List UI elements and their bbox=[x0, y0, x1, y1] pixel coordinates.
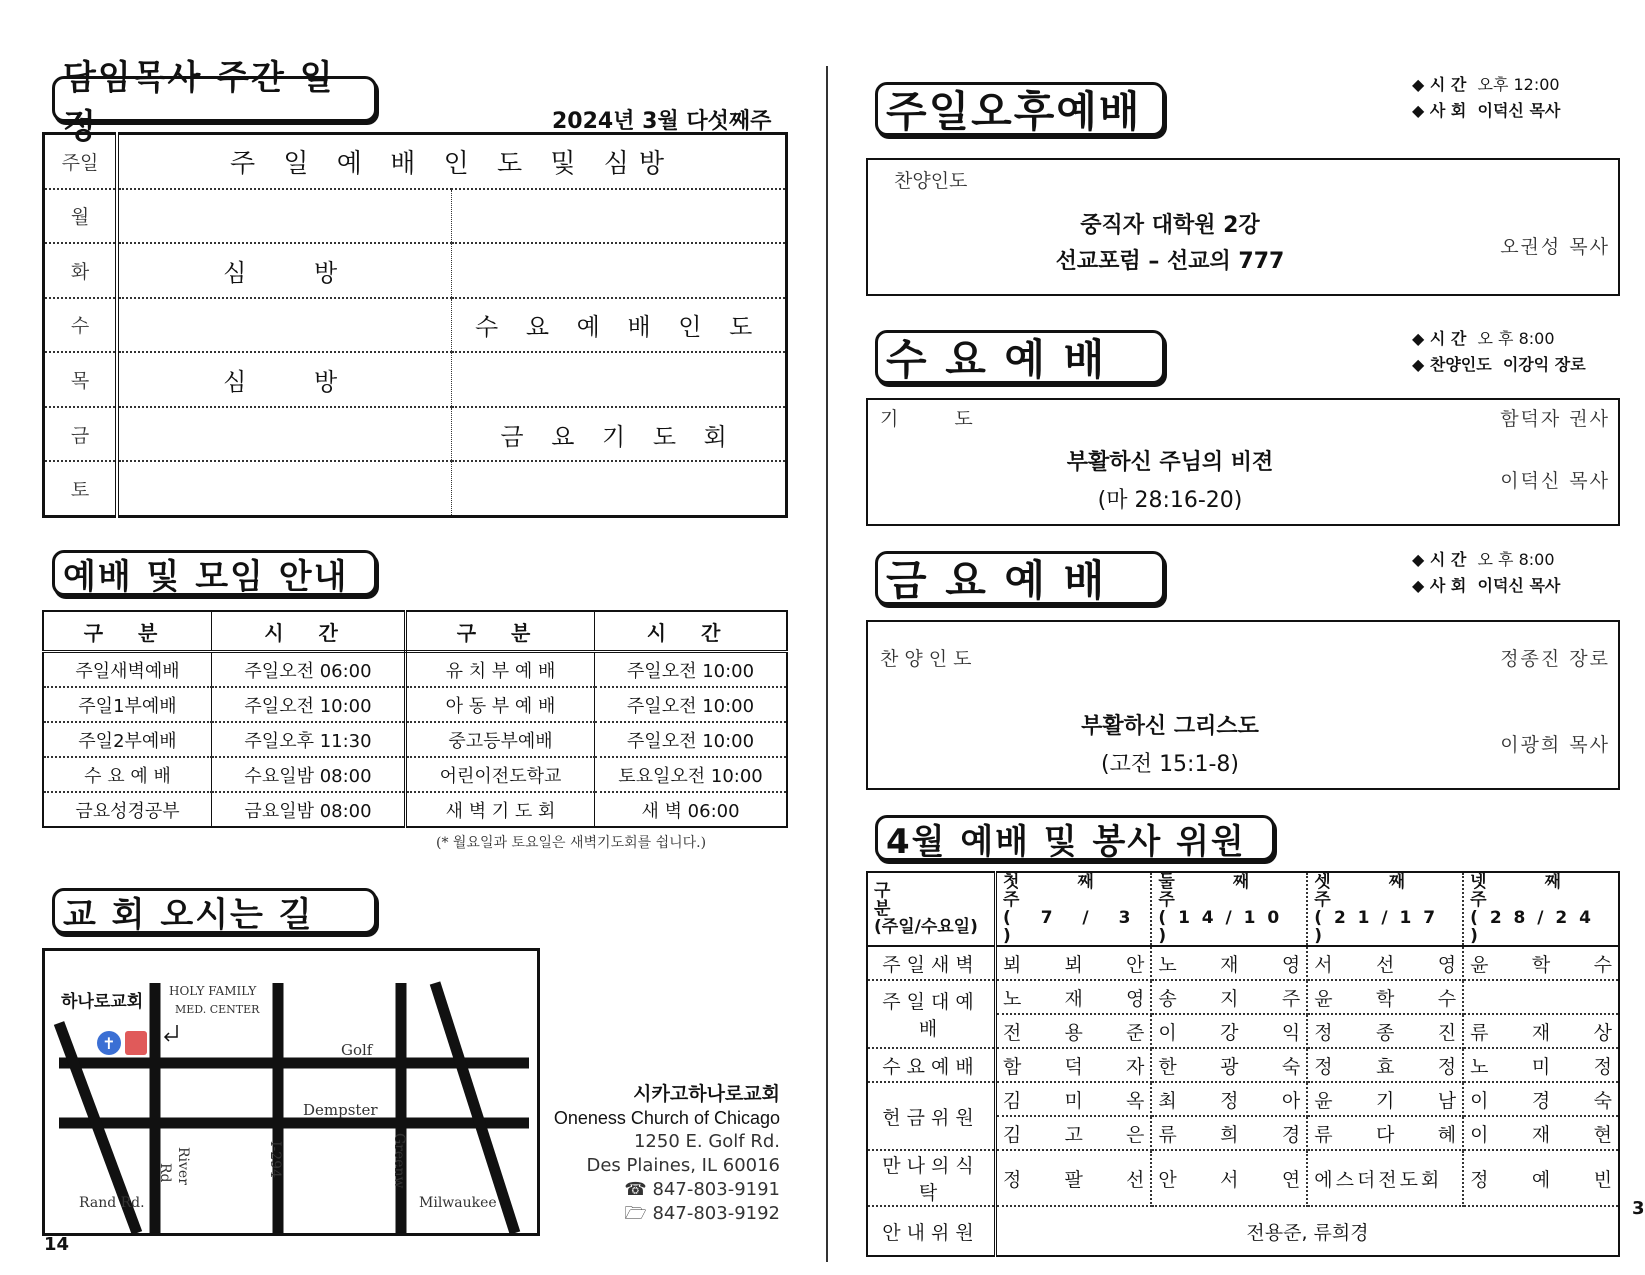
duty-name-char: 윤 bbox=[1314, 1089, 1333, 1112]
praise-label: 찬 양 인 도 bbox=[880, 648, 972, 670]
schedule-row bbox=[44, 461, 787, 516]
duty-name-char: 연 bbox=[1281, 1168, 1301, 1191]
hospital-marker-icon bbox=[125, 1031, 147, 1055]
duty-name-char: 정 bbox=[1437, 1055, 1457, 1078]
duty-name-char: 정 bbox=[1470, 1168, 1489, 1191]
duty-name-char: 기 bbox=[1376, 1089, 1395, 1112]
duty-table bbox=[866, 871, 1620, 1257]
duty-name-char: 전 bbox=[1003, 1021, 1022, 1044]
map-golf-label: Golf bbox=[341, 1041, 373, 1059]
duty-name-char: 류 bbox=[1470, 1021, 1489, 1044]
schedule-cell bbox=[452, 352, 787, 407]
duty-header-row bbox=[867, 872, 1619, 946]
week-name: 둘 째 주 bbox=[1158, 872, 1276, 910]
duty-cell bbox=[1151, 946, 1307, 980]
time-label: 시 간 bbox=[1429, 550, 1467, 569]
schedule-cell bbox=[117, 407, 452, 462]
duty-name-char: 윤 bbox=[1470, 953, 1489, 976]
prayer-label: 기 도 bbox=[880, 408, 973, 430]
duty-cell bbox=[996, 1150, 1152, 1206]
duty-name-char: 이 bbox=[1470, 1123, 1489, 1146]
duty-name-char: 재 bbox=[1064, 987, 1083, 1010]
duty-cell bbox=[996, 1082, 1152, 1116]
time-label: 시 간 bbox=[1429, 329, 1467, 348]
duty-name-char: 선 bbox=[1376, 953, 1395, 976]
duty-name-char: 정 bbox=[1593, 1055, 1612, 1078]
duty-cell bbox=[996, 946, 1152, 980]
wednesday-title: 수 요 예 배 bbox=[875, 330, 1165, 384]
time-value: 오후 12:00 bbox=[1477, 75, 1560, 94]
church-name-ko: 시카고하나로교회 bbox=[633, 1083, 780, 1105]
duty-row bbox=[867, 1150, 1619, 1206]
duty-cell bbox=[1463, 946, 1619, 980]
duty-name-char: 김 bbox=[1003, 1089, 1022, 1112]
duty-name-char: 팔 bbox=[1064, 1168, 1083, 1191]
weekly-schedule-table bbox=[42, 132, 788, 518]
duty-cell bbox=[1151, 1014, 1307, 1048]
duty-cell bbox=[1307, 1150, 1463, 1206]
duty-name-char: 안 bbox=[1158, 1168, 1177, 1191]
duty-name-char: 수 bbox=[1437, 987, 1457, 1010]
schedule-day: 토 bbox=[44, 461, 118, 516]
schedule-cell: 주 일 예 배 인 도 및 심방 bbox=[117, 134, 787, 189]
time-value: 오 후 8:00 bbox=[1477, 329, 1555, 348]
map-rd-label: Rd bbox=[157, 1163, 173, 1183]
duty-cell bbox=[1151, 1082, 1307, 1116]
services-note: (* 월요일과 토요일은 새벽기도회를 쉽니다.) bbox=[436, 835, 707, 851]
arrow-icon bbox=[165, 1025, 177, 1041]
services-header: 시 간 bbox=[595, 611, 788, 652]
duty-cell bbox=[1151, 1048, 1307, 1082]
scripture: (고전 15:1-8) bbox=[1100, 752, 1239, 777]
duty-name-char: 미 bbox=[1064, 1089, 1083, 1112]
map-river-label: River bbox=[175, 1147, 191, 1185]
duty-name-char: 주 bbox=[1281, 987, 1301, 1010]
duty-name-char: 서 bbox=[1220, 1168, 1239, 1191]
services-cell: 주일1부예배 bbox=[43, 687, 212, 722]
schedule-cell bbox=[117, 298, 452, 353]
duty-name-char: 숙 bbox=[1593, 1089, 1612, 1112]
schedule-row bbox=[44, 189, 787, 244]
duty-cell bbox=[1463, 1014, 1619, 1048]
duty-name-char: 최 bbox=[1158, 1089, 1177, 1112]
duty-cell bbox=[1307, 1082, 1463, 1116]
sunday-pm-box bbox=[866, 158, 1620, 296]
sermon-line-1: 중직자 대학원 2강 bbox=[1080, 213, 1260, 238]
duty-name-char: 노 bbox=[1470, 1055, 1489, 1078]
services-cell: 주일오전 06:00 bbox=[212, 652, 406, 688]
schedule-day: 목 bbox=[44, 352, 118, 407]
sunday-pm-info: ◆ 시 간 오후 12:00 ◆ 사 회 이덕신 목사 bbox=[1412, 75, 1561, 120]
usher-label: 안내위원 bbox=[867, 1206, 996, 1256]
friday-box bbox=[866, 620, 1620, 790]
services-title: 예배 및 모임 안내 bbox=[52, 550, 377, 596]
duty-name-char: 윤 bbox=[1314, 987, 1333, 1010]
wednesday-box bbox=[866, 398, 1620, 526]
duty-name-char: 다 bbox=[1376, 1123, 1395, 1146]
duty-name-char: 류 bbox=[1158, 1123, 1177, 1146]
duty-cell bbox=[1307, 946, 1463, 980]
time-label: 시 간 bbox=[1429, 75, 1467, 94]
week-label: 2024년 3월 다섯째주 bbox=[552, 109, 772, 134]
duty-row bbox=[867, 1048, 1619, 1082]
duty-label: 만나의식탁 bbox=[867, 1150, 996, 1206]
schedule-title: 담임목사 주간 일정 bbox=[52, 76, 377, 122]
duty-row bbox=[867, 980, 1619, 1014]
duty-name-char: 송 bbox=[1158, 987, 1177, 1010]
services-cell: 새 벽 06:00 bbox=[595, 792, 788, 827]
duty-name-char: 서 bbox=[1314, 953, 1333, 976]
duty-name-char: 경 bbox=[1281, 1123, 1301, 1146]
map-svg bbox=[45, 951, 537, 1233]
map-greenw-label: Greenw bbox=[391, 1133, 407, 1189]
duty-name-char: 혜 bbox=[1437, 1123, 1457, 1146]
duty-name-char: 에스더전도회 bbox=[1314, 1168, 1443, 1191]
schedule-row bbox=[44, 243, 787, 298]
duty-name-char: 재 bbox=[1220, 953, 1239, 976]
duty-name-char: 이 bbox=[1470, 1089, 1489, 1112]
services-row bbox=[43, 722, 787, 757]
duty-cell bbox=[996, 1116, 1152, 1150]
duty-cell bbox=[996, 980, 1152, 1014]
week-date: ( 1 4 / 1 0 ) bbox=[1158, 908, 1283, 946]
map-hospital-label-1: HOLY FAMILY bbox=[169, 984, 257, 998]
services-cell: 주일2부예배 bbox=[43, 722, 212, 757]
duty-name-char: 준 bbox=[1126, 1021, 1145, 1044]
week-name: 셋 째 주 bbox=[1314, 872, 1432, 910]
scripture: (마 28:16-20) bbox=[1097, 488, 1243, 513]
duty-name-char: 덕 bbox=[1064, 1055, 1083, 1078]
contact-block bbox=[548, 1082, 780, 1226]
schedule-row bbox=[44, 352, 787, 407]
schedule-day: 수 bbox=[44, 298, 118, 353]
duty-name-char: 진 bbox=[1437, 1021, 1457, 1044]
duty-name-char: 경 bbox=[1531, 1089, 1551, 1112]
services-header: 구 분 bbox=[406, 611, 595, 652]
sermon-title: 부활하신 주님의 비젼 bbox=[1066, 450, 1274, 475]
map-dempster-label: Dempster bbox=[303, 1101, 378, 1119]
duty-cell bbox=[1463, 1116, 1619, 1150]
schedule-cell bbox=[452, 189, 787, 244]
sunday-pm-title: 주일오후예배 bbox=[875, 82, 1165, 136]
preacher: 이덕신 목사 bbox=[1500, 470, 1610, 492]
friday-info: ◆ 시 간 오 후 8:00 ◆ 사 회 이덕신 목사 bbox=[1412, 550, 1561, 595]
services-row bbox=[43, 792, 787, 827]
duty-cell bbox=[996, 1014, 1152, 1048]
mc-label: 사 회 bbox=[1429, 576, 1467, 595]
duty-name-char: 노 bbox=[1158, 953, 1177, 976]
duty-cell bbox=[1151, 1150, 1307, 1206]
time-value: 오 후 8:00 bbox=[1477, 550, 1555, 569]
duty-name-char: 아 bbox=[1281, 1089, 1301, 1112]
duty-name-char: 뵈 bbox=[1003, 953, 1022, 976]
duty-name-char: 용 bbox=[1064, 1021, 1083, 1044]
duty-name-char: 영 bbox=[1281, 953, 1301, 976]
duty-cell bbox=[1307, 1116, 1463, 1150]
mc-label: 사 회 bbox=[1429, 101, 1467, 120]
duty-name-char: 남 bbox=[1437, 1089, 1457, 1112]
friday-title: 금 요 예 배 bbox=[875, 551, 1165, 605]
duty-label: 헌금위원 bbox=[867, 1082, 996, 1150]
services-cell: 아 동 부 예 배 bbox=[406, 687, 595, 722]
duty-cell bbox=[1463, 1150, 1619, 1206]
fax-icon: 🗁 bbox=[624, 1203, 647, 1224]
schedule-day: 화 bbox=[44, 243, 118, 298]
head-label: 구 분 bbox=[874, 881, 963, 919]
duty-cell bbox=[1463, 1082, 1619, 1116]
preacher: 오권성 목사 bbox=[1500, 236, 1610, 258]
page-divider bbox=[826, 66, 828, 1262]
duty-title: 4월 예배 및 봉사 위원 bbox=[875, 815, 1275, 861]
duty-name-char: 지 bbox=[1220, 987, 1239, 1010]
map-milwaukee-label: Milwaukee bbox=[419, 1195, 497, 1211]
map-hospital-label-2: MED. CENTER bbox=[175, 1003, 260, 1016]
schedule-cell: 금 요 기 도 회 bbox=[452, 407, 787, 462]
praise-value: 이강익 장로 bbox=[1502, 355, 1586, 374]
duty-row bbox=[867, 946, 1619, 980]
services-cell: 주일새벽예배 bbox=[43, 652, 212, 688]
duty-name-char: 영 bbox=[1126, 987, 1145, 1010]
services-table bbox=[42, 610, 788, 828]
duty-name-char: 정 bbox=[1220, 1089, 1239, 1112]
duty-name-char: 김 bbox=[1003, 1123, 1022, 1146]
mc-value: 이덕신 목사 bbox=[1477, 576, 1561, 595]
duty-name-char: 재 bbox=[1531, 1021, 1551, 1044]
services-cell: 금요일밤 08:00 bbox=[212, 792, 406, 827]
duty-name-char: 고 bbox=[1064, 1123, 1083, 1146]
sermon-line-2: 선교포럼 – 선교의 777 bbox=[1055, 249, 1285, 274]
duty-name-char: 정 bbox=[1314, 1055, 1333, 1078]
schedule-row bbox=[44, 407, 787, 462]
duty-name-char: 예 bbox=[1531, 1168, 1551, 1191]
week-name: 첫 째 주 bbox=[1003, 872, 1120, 910]
duty-label: 수요예배 bbox=[867, 1048, 996, 1082]
duty-name-char: 한 bbox=[1158, 1055, 1177, 1078]
schedule-day: 주일 bbox=[44, 134, 118, 189]
cross-icon: ✝ bbox=[102, 1034, 116, 1053]
schedule-cell bbox=[117, 461, 452, 516]
services-row bbox=[43, 652, 787, 688]
duty-name-char: 류 bbox=[1314, 1123, 1333, 1146]
phone-number: 847-803-9191 bbox=[652, 1179, 780, 1200]
services-cell: 어린이전도학교 bbox=[406, 757, 595, 792]
duty-name-char: 자 bbox=[1126, 1055, 1145, 1078]
services-cell: 주일오전 10:00 bbox=[595, 687, 788, 722]
phone-icon: ☎ bbox=[624, 1179, 647, 1200]
week-date: ( 2 8 / 2 4 ) bbox=[1470, 908, 1595, 946]
duty-name-char: 선 bbox=[1126, 1168, 1145, 1191]
praise-label: 찬양인도 bbox=[894, 170, 968, 192]
week-date: ( 7 / 3 ) bbox=[1003, 908, 1143, 946]
map-rand-label: Rand Rd. bbox=[79, 1195, 145, 1211]
mc-value: 이덕신 목사 bbox=[1477, 101, 1561, 120]
duty-name-char: 학 bbox=[1376, 987, 1395, 1010]
duty-name-char: 강 bbox=[1220, 1021, 1239, 1044]
duty-name-char: 뵈 bbox=[1064, 953, 1083, 976]
duty-cell bbox=[1307, 980, 1463, 1014]
duty-name-char: 노 bbox=[1003, 987, 1022, 1010]
address-line-2: Des Plaines, IL 60016 bbox=[586, 1155, 780, 1176]
services-cell: 금요성경공부 bbox=[43, 792, 212, 827]
services-header-row bbox=[43, 611, 787, 652]
schedule-cell: 수 요 예 배 인 도 bbox=[452, 298, 787, 353]
map-i294-label: I-294 bbox=[267, 1141, 283, 1178]
duty-cell bbox=[1151, 980, 1307, 1014]
services-cell: 중고등부예배 bbox=[406, 722, 595, 757]
map-church-label: 하나로교회 bbox=[61, 992, 144, 1012]
prayer-value: 함덕자 권사 bbox=[1500, 408, 1610, 430]
schedule-row bbox=[44, 298, 787, 353]
duty-name-char: 학 bbox=[1531, 953, 1551, 976]
schedule-cell bbox=[452, 243, 787, 298]
services-cell: 주일오후 11:30 bbox=[212, 722, 406, 757]
praise-value: 정종진 장로 bbox=[1500, 648, 1610, 670]
duty-name-char: 효 bbox=[1376, 1055, 1395, 1078]
church-name-en: Oneness Church of Chicago bbox=[553, 1108, 780, 1128]
sermon-title: 부활하신 그리스도 bbox=[1081, 714, 1259, 739]
services-header: 구 분 bbox=[43, 611, 212, 652]
duty-name-char: 광 bbox=[1220, 1055, 1239, 1078]
praise-label: 찬양인도 bbox=[1429, 355, 1492, 374]
services-cell: 주일오전 10:00 bbox=[212, 687, 406, 722]
services-cell: 토요일오전 10:00 bbox=[595, 757, 788, 792]
duty-name-char: 영 bbox=[1437, 953, 1457, 976]
schedule-row bbox=[44, 134, 787, 189]
duty-cell bbox=[1151, 1116, 1307, 1150]
services-cell: 수요일밤 08:00 bbox=[212, 757, 406, 792]
address-line-1: 1250 E. Golf Rd. bbox=[633, 1131, 780, 1152]
fax-number: 847-803-9192 bbox=[652, 1203, 780, 1224]
duty-label: 주일대예배 bbox=[867, 980, 996, 1048]
page-number-left: 14 bbox=[44, 1234, 70, 1255]
week-name: 넷 째 주 bbox=[1470, 872, 1587, 910]
duty-name-char: 익 bbox=[1281, 1021, 1301, 1044]
usher-row bbox=[867, 1206, 1619, 1256]
duty-row bbox=[867, 1082, 1619, 1116]
usher-names: 전용준, 류희경 bbox=[1246, 1221, 1369, 1244]
duty-name-char: 희 bbox=[1220, 1123, 1239, 1146]
schedule-cell bbox=[452, 461, 787, 516]
duty-name-char: 종 bbox=[1376, 1021, 1395, 1044]
week-date: ( 2 1 / 1 7 ) bbox=[1314, 908, 1439, 946]
directions-map bbox=[42, 948, 540, 1236]
schedule-day: 월 bbox=[44, 189, 118, 244]
duty-cell bbox=[996, 1048, 1152, 1082]
schedule-day: 금 bbox=[44, 407, 118, 462]
duty-name-char: 안 bbox=[1126, 953, 1145, 976]
services-cell: 수 요 예 배 bbox=[43, 757, 212, 792]
head-sublabel: (주일/수요일) bbox=[874, 917, 978, 937]
duty-name-char: 상 bbox=[1593, 1021, 1612, 1044]
schedule-cell: 심 방 bbox=[117, 352, 452, 407]
preacher: 이광희 목사 bbox=[1500, 734, 1610, 756]
duty-name-char: 빈 bbox=[1593, 1168, 1612, 1191]
services-cell: 새 벽 기 도 회 bbox=[406, 792, 595, 827]
duty-name-char: 정 bbox=[1003, 1168, 1022, 1191]
services-cell: 주일오전 10:00 bbox=[595, 652, 788, 688]
services-header: 시 간 bbox=[212, 611, 406, 652]
services-row bbox=[43, 687, 787, 722]
duty-cell bbox=[1463, 980, 1619, 1014]
services-row bbox=[43, 757, 787, 792]
duty-name-char: 정 bbox=[1314, 1021, 1333, 1044]
duty-name-char: 숙 bbox=[1281, 1055, 1301, 1078]
duty-name-char: 미 bbox=[1531, 1055, 1551, 1078]
page-number-right: 3 bbox=[1632, 1198, 1645, 1219]
duty-cell bbox=[1463, 1048, 1619, 1082]
wednesday-info: ◆ 시 간 오 후 8:00 ◆ 찬양인도 이강익 장로 bbox=[1412, 329, 1586, 374]
services-cell: 유 치 부 예 배 bbox=[406, 652, 595, 688]
duty-label: 주일새벽 bbox=[867, 946, 996, 980]
schedule-cell bbox=[117, 189, 452, 244]
schedule-cell: 심 방 bbox=[117, 243, 452, 298]
duty-cell bbox=[1307, 1048, 1463, 1082]
duty-cell bbox=[1307, 1014, 1463, 1048]
duty-name-char: 함 bbox=[1003, 1055, 1022, 1078]
duty-name-char: 이 bbox=[1158, 1021, 1177, 1044]
duty-name-char: 옥 bbox=[1126, 1089, 1145, 1112]
duty-name-char: 재 bbox=[1531, 1123, 1551, 1146]
duty-name-char: 은 bbox=[1126, 1123, 1145, 1146]
services-cell: 주일오전 10:00 bbox=[595, 722, 788, 757]
duty-name-char: 현 bbox=[1593, 1123, 1612, 1146]
duty-name-char: 수 bbox=[1593, 953, 1612, 976]
directions-title: 교 회 오시는 길 bbox=[52, 888, 377, 934]
